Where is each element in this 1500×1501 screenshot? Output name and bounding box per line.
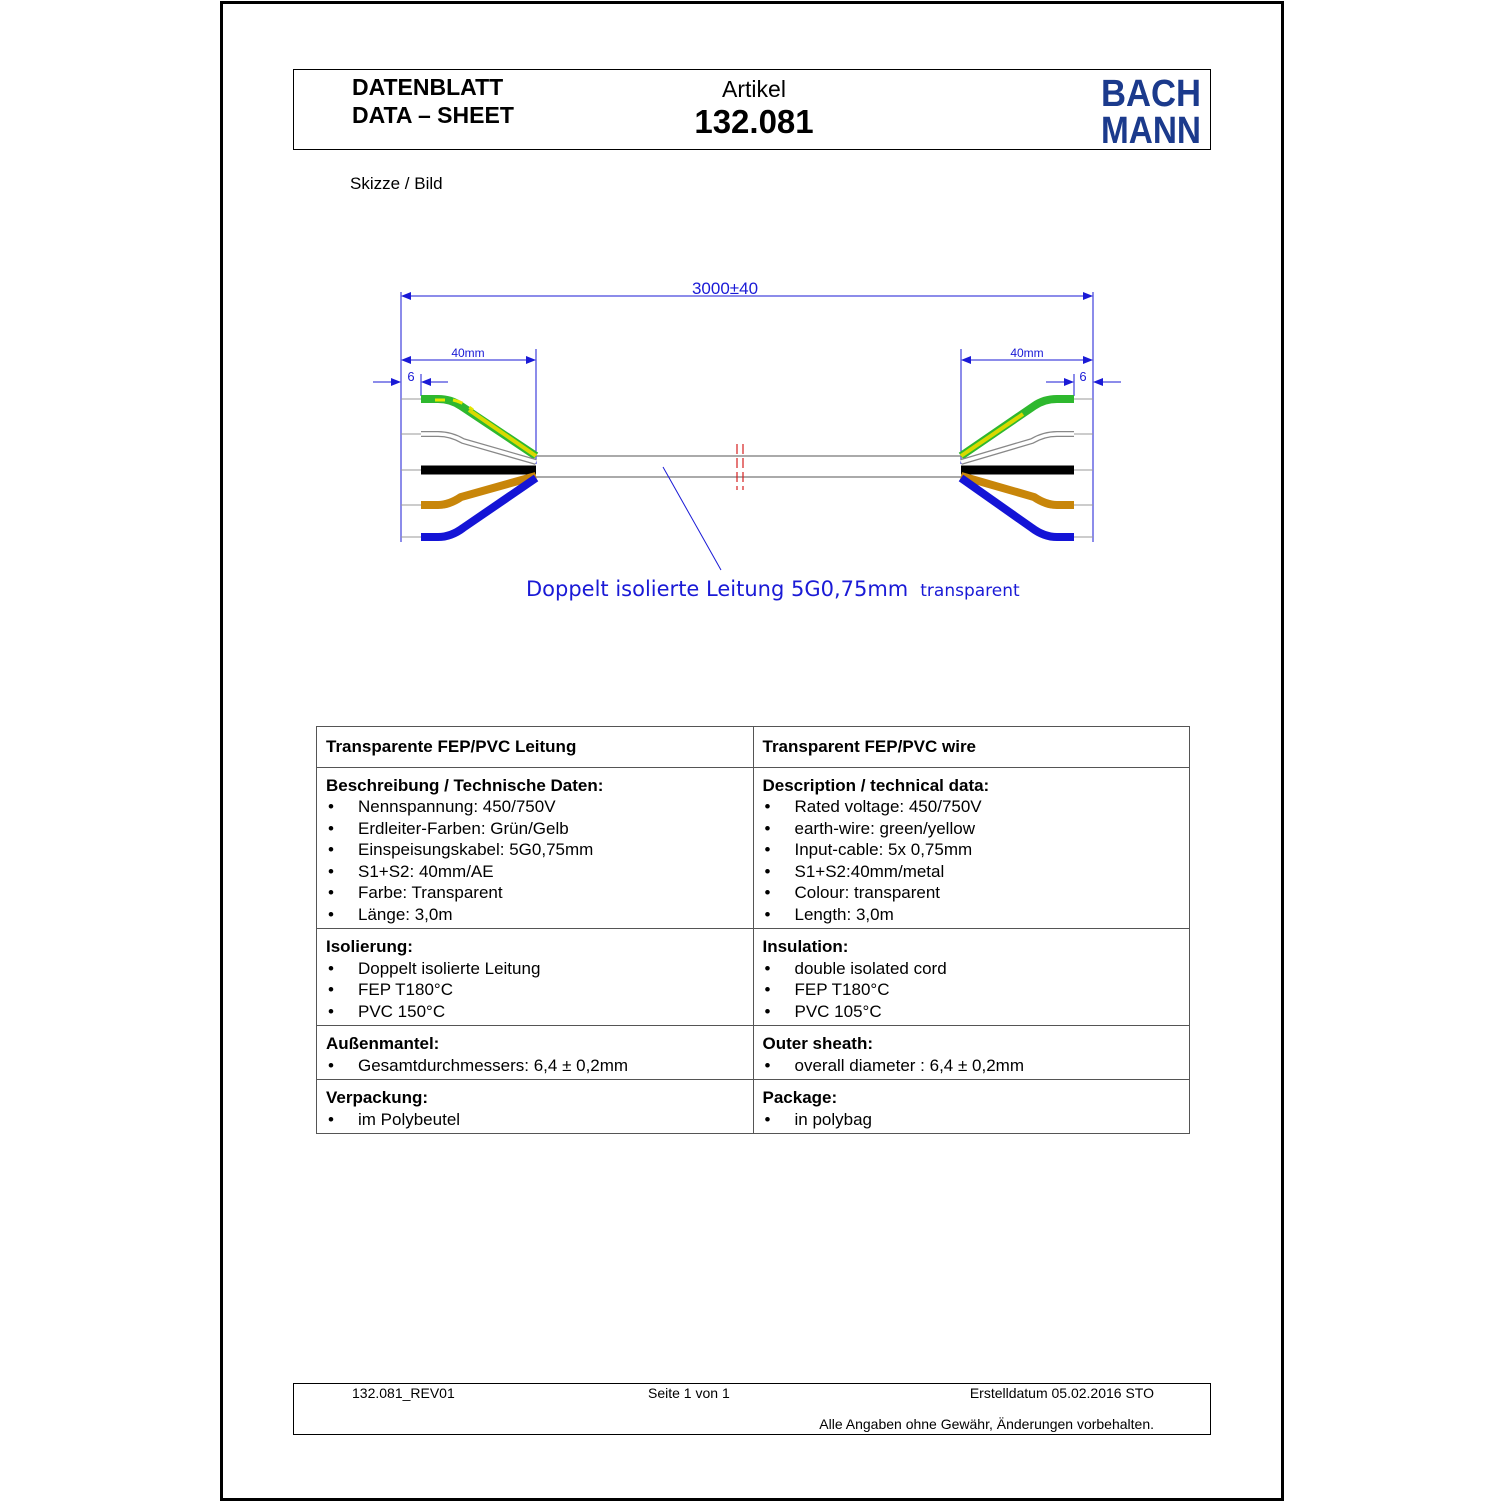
spec-bullet-item: • in polybag	[763, 1109, 1181, 1131]
spec-section-title: Verpackung:	[326, 1088, 429, 1107]
spec-bullet-list	[763, 958, 1181, 1023]
cable-sheath	[536, 456, 961, 477]
article-number: 132.081	[694, 103, 814, 140]
wires-right	[961, 399, 1093, 537]
data-sheet-page	[220, 1, 1284, 1501]
spec-section-title: Beschreibung / Technische Daten:	[326, 775, 604, 795]
document-footer	[293, 1383, 1211, 1435]
spec-bullet-item: • Länge: 3,0m	[326, 904, 744, 926]
spec-cell-en	[753, 1080, 1190, 1134]
dimension-left-end-label: 6	[407, 369, 415, 384]
dimension-total	[401, 292, 1093, 542]
spec-section-title: Insulation:	[762, 937, 849, 956]
spec-bullet-item: • Length: 3,0m	[763, 904, 1181, 926]
wires-left	[401, 399, 536, 537]
spec-cell-en	[753, 1026, 1190, 1080]
spec-bullet-item: • earth-wire: green/yellow	[763, 818, 1181, 840]
footer-page-number: Seite 1 von 1	[648, 1385, 730, 1401]
spec-section-row	[317, 767, 1190, 929]
title-german: DATENBLATT	[352, 74, 504, 100]
spec-bullet-item: • Einspeisungskabel: 5G0,75mm	[326, 839, 744, 861]
spec-bullet-item: • Rated voltage: 450/750V	[763, 796, 1181, 818]
spec-bullet-item: • S1+S2: 40mm/AE	[326, 861, 744, 883]
spec-bullet-item: • FEP T180°C	[763, 979, 1181, 1001]
cable-caption-suffix: transparent	[920, 581, 1020, 601]
spec-bullet-item: • FEP T180°C	[326, 979, 744, 1001]
spec-cell-de	[317, 767, 754, 929]
footer-disclaimer: Alle Angaben ohne Gewähr, Änderungen vorbehalten.	[819, 1416, 1154, 1432]
spec-table-body	[317, 767, 1190, 1134]
dimension-right-strip-label: 40mm	[1010, 346, 1044, 360]
footer-creation-date: Erstelldatum 05.02.2016 STO	[969, 1385, 1154, 1401]
cable-caption	[526, 577, 1020, 601]
spec-bullet-list	[326, 1055, 744, 1077]
spec-bullet-item: • Nennspannung: 450/750V	[326, 796, 744, 818]
spec-bullet-list	[326, 958, 744, 1023]
spec-section-title: Isolierung:	[326, 937, 413, 956]
cable-break-mark	[737, 444, 743, 490]
spec-section-title: Outer sheath:	[762, 1034, 874, 1053]
spec-cell-de	[317, 1080, 754, 1134]
spec-section-row	[317, 929, 1190, 1026]
spec-bullet-list	[763, 796, 1181, 925]
spec-bullet-item: • S1+S2:40mm/metal	[763, 861, 1181, 883]
spec-bullet-item: • im Polybeutel	[326, 1109, 744, 1131]
caption-leader-line	[663, 467, 721, 570]
spec-bullet-item: • overall diameter : 6,4 ± 0,2mm	[763, 1055, 1181, 1077]
spec-bullet-item: • PVC 105°C	[763, 1001, 1181, 1023]
spec-table-header-row	[317, 727, 1190, 768]
logo-line-1: BACH	[1101, 73, 1201, 115]
spec-section-title: Package:	[762, 1088, 838, 1107]
spec-table	[316, 726, 1190, 1134]
logo-line-2: MANN	[1101, 110, 1201, 147]
spec-bullet-item: • double isolated cord	[763, 958, 1181, 980]
spec-bullet-list	[763, 1055, 1181, 1077]
spec-section-title: Description / technical data:	[762, 775, 990, 795]
spec-bullet-list	[326, 796, 744, 925]
spec-bullet-item: • Erdleiter-Farben: Grün/Gelb	[326, 818, 744, 840]
spec-cell-de	[317, 1026, 754, 1080]
dimension-right-end-label: 6	[1079, 369, 1087, 384]
title-english: DATA – SHEET	[352, 102, 514, 128]
spec-bullet-item: • Farbe: Transparent	[326, 882, 744, 904]
dimension-left-strip-label: 40mm	[451, 346, 485, 360]
spec-bullet-item: • Input-cable: 5x 0,75mm	[763, 839, 1181, 861]
spec-bullet-list	[326, 1109, 744, 1131]
cable-caption-main: Doppelt isolierte Leitung 5G0,75mm	[526, 577, 909, 601]
spec-section-row	[317, 1080, 1190, 1134]
dimension-total-label: 3000±40	[691, 279, 759, 298]
article-label: Artikel	[722, 76, 786, 102]
footer-revision: 132.081_REV01	[352, 1385, 455, 1401]
spec-cell-de	[317, 929, 754, 1026]
sketch-label: Skizze / Bild	[350, 174, 443, 193]
spec-section-row	[317, 1026, 1190, 1080]
cable-drawing	[223, 4, 1281, 724]
spec-header-de: Transparente FEP/PVC Leitung	[317, 727, 754, 768]
spec-cell-en	[753, 929, 1190, 1026]
spec-bullet-item: • Colour: transparent	[763, 882, 1181, 904]
spec-bullet-item: • Gesamtdurchmessers: 6,4 ± 0,2mm	[326, 1055, 744, 1077]
spec-header-en: Transparent FEP/PVC wire	[753, 727, 1190, 768]
spec-bullet-item: • PVC 150°C	[326, 1001, 744, 1023]
spec-bullet-list	[763, 1109, 1181, 1131]
spec-bullet-item: • Doppelt isolierte Leitung	[326, 958, 744, 980]
spec-section-title: Außenmantel:	[326, 1034, 440, 1053]
spec-cell-en	[753, 767, 1190, 929]
